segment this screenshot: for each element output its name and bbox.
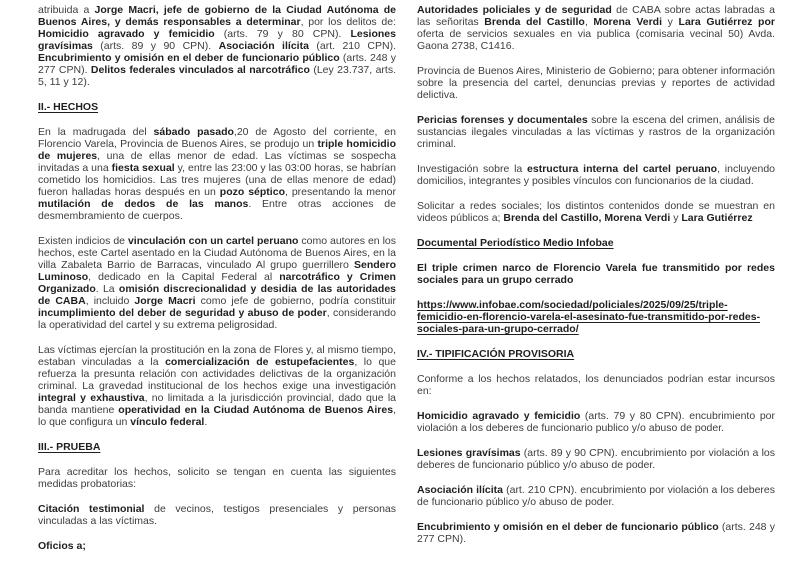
text-run: Provincia de Buenos Aires, Ministerio de Gobierno; para obtener información sobre la presencia del cartel, denuncias previas y reportes de actividad delictiva. xyxy=(417,65,775,101)
text-run: . La xyxy=(95,283,119,295)
bold-text-run: Brenda del Castillo, Morena Verdi xyxy=(503,212,671,224)
bold-text-run: Asociación ilícita xyxy=(417,484,503,496)
text-run: ,20 de Agosto del corriente, en Florencio Varela, Provincia de Buenos Aires, se produjo un xyxy=(38,126,396,150)
right-column xyxy=(417,4,775,579)
bold-text-run: pozo séptico xyxy=(219,186,285,198)
bold-text-run: comercialización de estupefacientes xyxy=(165,356,355,368)
bold-text-run: Delitos federales vinculados al narcotráfico xyxy=(90,64,310,76)
bold-text-run: Encubrimiento y omisión en el deber de funcionario público xyxy=(417,521,719,533)
bold-text-run: Citación testimonial xyxy=(38,503,145,515)
text-run: , considerando la operatividad del cartel y su extrema peligrosidad. xyxy=(38,307,396,331)
bold-text-run: Pericias forenses y documentales xyxy=(417,114,588,126)
text-run: y, entre las 23:00 y las 03:00 horas, se habrían cometido los homicidios. Las tres mujeres (una de ellas menore de edad) fueron halladas horas después en un xyxy=(38,162,396,198)
bold-text-run: Jorge Macri xyxy=(134,295,196,307)
text-run: , lo que configura un xyxy=(38,404,396,428)
bold-text-run: Oficios a; xyxy=(38,540,86,552)
text-run: y xyxy=(662,16,679,28)
bold-text-run: operatividad en la Ciudad Autónoma de Buenos Aires xyxy=(118,404,394,416)
text-run: y xyxy=(670,212,682,224)
text-run: Investigación sobre la xyxy=(417,163,528,175)
text-run: . Entre otras acciones de desmembramiento de cuerpos. xyxy=(38,198,396,222)
paragraph xyxy=(417,114,775,150)
bold-text-run: Brenda del Castillo xyxy=(484,16,585,28)
text-run: , incluido xyxy=(85,295,135,307)
text-run: como autores en los hechos, este Cartel asentado en la Ciudad Autónoma de Buenos Aires, en la villa Zabaleta Barrio de Barracas, vinculado Al grupo guerrillero xyxy=(38,235,396,271)
text-run: , por los delitos de: xyxy=(300,16,396,28)
infobae-article-link[interactable]: https://www.infobae.com/sociedad/policiales/2025/09/25/triple-femicidio-en-florencio-varela-el-asesinato-fue-transmitido-por-redes-sociales-para-un-grupo-cerrado/ xyxy=(417,299,761,335)
text-run: (arts. 79 y 80 CPN). encubrimiento por violación a los deberes de funcionario publico y/o abuso de poder. xyxy=(417,410,775,434)
text-run: Existen indicios de xyxy=(38,235,128,247)
bold-text-run: Homicidio agravado y femicidio xyxy=(38,28,215,40)
text-run: de vecinos, testigos presenciales y personas vinculadas a las víctimas. xyxy=(38,503,396,527)
section-heading: II.- HECHOS xyxy=(38,101,99,113)
text-run: Para acreditar los hechos, solicito se tengan en cuenta las siguientes medidas probatorias: xyxy=(38,466,396,490)
bold-text-run: incumplimiento del deber de seguridad y abuso de poder xyxy=(38,307,327,319)
bold-text-run: omisión discrecionalidad y desidia de las autoridades de CABA xyxy=(38,283,396,307)
text-run: (arts. 89 y 90 CPN). xyxy=(92,40,219,52)
text-run: de CABA sobre actas labradas a las señoritas xyxy=(417,4,775,28)
bold-text-run: vínculo federal xyxy=(130,416,205,428)
paragraph xyxy=(417,262,775,286)
paragraph xyxy=(417,373,775,397)
paragraph xyxy=(38,4,396,88)
bold-text-run: Encubrimiento y omisión en el deber de funcionario público xyxy=(38,52,340,64)
paragraph xyxy=(38,126,396,222)
text-run: , una de ellas menor de edad. Las víctimas se sospecha invitadas a una xyxy=(38,150,396,174)
text-run: (arts. 248 y 277 CPN). xyxy=(417,521,775,545)
section-heading: IV.- TIPIFICACIÓN PROVISORIA xyxy=(417,348,575,360)
bold-text-run: Sendero Luminoso xyxy=(38,259,396,283)
text-run: . xyxy=(204,416,208,428)
text-run: (arts. 79 y 80 CPN). xyxy=(214,28,351,40)
bold-text-run: integral y exhaustiva xyxy=(38,392,145,404)
text-run: , xyxy=(584,16,594,28)
bold-text-run: vinculación con un cartel peruano xyxy=(127,235,299,247)
paragraph xyxy=(417,447,775,471)
bold-text-run: narcotráfico y Crimen Organizado xyxy=(38,271,396,295)
text-run: Las víctimas ejercían la prostitución en la zona de Flores y, al mismo tiempo, estaban vinculadas a la xyxy=(38,344,396,368)
bold-text-run: Morena Verdi xyxy=(593,16,663,28)
section-heading: III.- PRUEBA xyxy=(38,441,101,453)
link-paragraph xyxy=(417,299,775,335)
bold-text-run: Lesiones gravísimas xyxy=(38,28,396,52)
paragraph xyxy=(417,200,775,224)
text-run: (art. 210 CPN). xyxy=(308,40,396,52)
section-heading: Documental Periodístico Medio Infobae xyxy=(417,237,614,249)
paragraph xyxy=(417,484,775,508)
bold-text-run: Lara Gutiérrez xyxy=(681,212,753,224)
left-column xyxy=(38,4,396,579)
text-run: Conforme a los hechos relatados, los denunciados podrían estar incursos en: xyxy=(417,373,775,397)
text-run: , incluyendo domicilios, integrantes y posibles vínculos con funcionarios de la ciudad. xyxy=(417,163,776,187)
bold-text-run: Jorge Macri, jefe de gobierno de la Ciudad Autónoma de Buenos Aires, y demás responsables a determinar xyxy=(38,4,396,28)
bold-text-run: triple homicidio de mujeres xyxy=(38,138,396,162)
text-run: (art. 210 CPN). encubrimiento por violación a los deberes de funcionario público y/o abuso de poder. xyxy=(417,484,776,508)
paragraph xyxy=(38,344,396,428)
bold-text-run: Asociación ilícita xyxy=(218,40,309,52)
text-run: (arts. 89 y 90 CPN). encubrimiento por violación a los deberes de funcionario público y/o abuso de poder. xyxy=(417,447,775,471)
text-run: , dedicado en la Capital Federal al xyxy=(88,271,280,283)
text-run: como jefe de gobierno, podría constituir xyxy=(195,295,396,307)
bold-text-run: Lesiones gravísimas xyxy=(417,447,521,459)
text-run: , lo que refuerza la presunta relación con actividades delictivas de la organización criminal. La gravedad institucional de los hechos exige una investigación xyxy=(38,356,396,392)
bold-text-run: sábado pasado xyxy=(153,126,234,138)
paragraph xyxy=(38,235,396,331)
text-run: atribuida a xyxy=(38,4,95,16)
paragraph xyxy=(417,65,775,101)
bold-text-run: Lara Gutiérrez por xyxy=(678,16,775,28)
bold-text-run: Autoridades policiales y de seguridad xyxy=(417,4,612,16)
paragraph xyxy=(38,466,396,490)
bold-text-run: estructura interna del cartel peruano xyxy=(527,163,718,175)
text-run: (Ley 23.737, arts. 5, 11 y 12). xyxy=(38,64,397,88)
paragraph xyxy=(417,4,775,52)
paragraph xyxy=(38,540,396,552)
paragraph xyxy=(38,503,396,527)
bold-text-run: Homicidio agravado y femicidio xyxy=(417,410,581,422)
text-run: sobre la escena del crimen, análisis de sustancias ilegales vinculadas a las víctimas y rastros de la organización criminal. xyxy=(417,114,775,150)
paragraph xyxy=(417,521,775,545)
text-run: , no limitada a la jurisdicción provincial, dado que la banda mantiene xyxy=(38,392,396,416)
text-run: , presentando la menor xyxy=(284,186,397,198)
text-run: (arts. 248 y 277 CPN). xyxy=(38,52,396,76)
text-run: Solicitar a redes sociales; los distintos contenidos donde se muestran en videos públicos a; xyxy=(417,200,775,224)
text-run: En la madrugada del xyxy=(38,126,154,138)
paragraph xyxy=(417,163,775,187)
bold-text-run: mutilación de dedos de las manos xyxy=(38,198,249,210)
bold-text-run: El triple crimen narco de Florencio Varela fue transmitido por redes sociales para un grupo cerrado xyxy=(417,262,775,286)
paragraph xyxy=(417,410,775,434)
bold-text-run: fiesta sexual xyxy=(111,162,175,174)
text-run: oferta de servicios sexuales en via publica (comisaria vecinal 50) Avda. Gaona 2738, C1416. xyxy=(417,28,775,52)
